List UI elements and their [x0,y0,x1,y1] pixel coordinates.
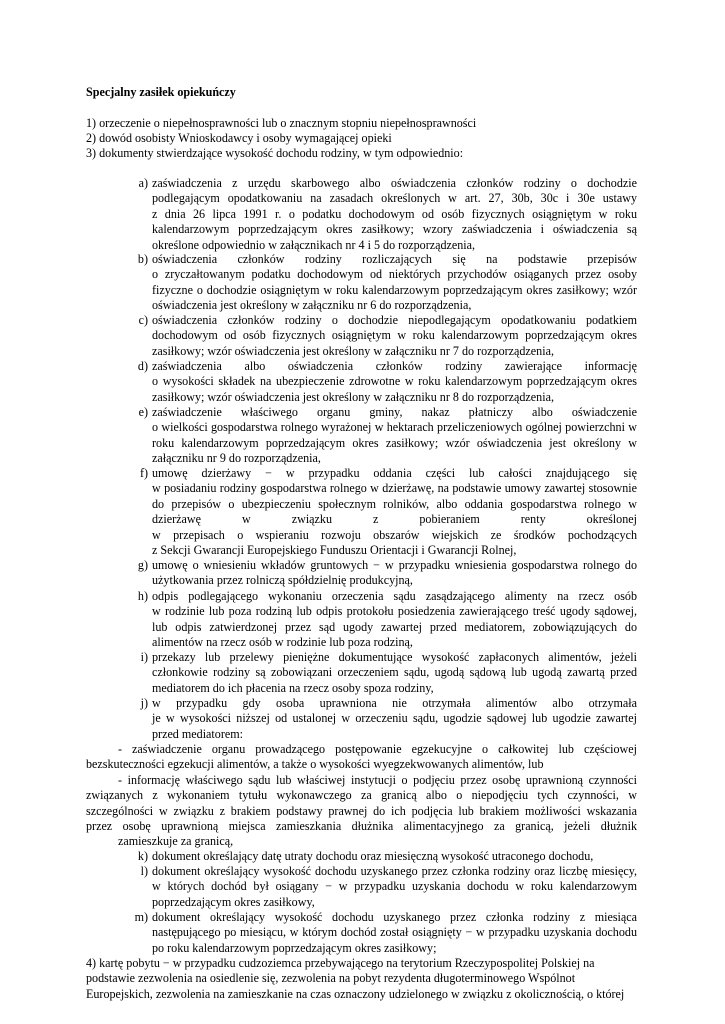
text-line: szczególności w związku z brakiem podstawy prawnej do ich podjęcia lub brakiem możliwości wskazania [86,803,637,818]
item-letter: f) [139,466,148,480]
item-letter: e) [138,405,148,419]
item-letter: d) [137,359,148,373]
text-line: dzierżawę w związku z pobieraniem renty określonej [152,512,637,527]
text-line: dokument określający wysokość dochodu uzyskanego przez członka rodziny z miesiąca [152,910,637,924]
text-line: 4) kartę pobytu − w przypadku cudzoziemca przebywającego na terytorium Rzeczypospolitej Polskiej na [86,956,595,970]
text-line: zaświadczenie właściwego organu gminy, nakaz płatniczy albo oświadczenie [152,405,637,419]
text-line: w posiadaniu rodziny gospodarstwa rolnego w dzierżawę, na podstawie umowy zawartej stosownie [152,481,637,496]
text-line: odpis podlegającego wykonaniu orzeczenia sądu zasądzającego alimenty na rzecz osób [152,589,637,603]
text-line: o wielkości gospodarstwa rolnego wyrażonej w hektarach przeliczeniowych ogólnej powierzchni w [152,420,637,435]
text-line: załączniku nr 9 do rozporządzenia, [152,451,321,466]
text-line: przez osobę uprawnioną miejsca zamieszkania dłużnika alimentacyjnego za granicą, jeżeli dłużnik [86,819,637,834]
text-line: zamieszkuje za granicą, [118,834,234,849]
item-letter: l) [140,864,148,878]
text-line: bezskuteczności egzekucji alimentów, a także o wysokości wyegzekwowanych alimentów, lub [86,757,544,772]
item-letter: i) [140,650,148,664]
text-line: związanych z wykonaniem tytułu wykonawczego za granicą albo o niepodjęciu tych czynności, w [86,788,637,803]
text-line: w rodzinie lub poza rodziną lub odpis protokołu posiedzenia zawierającego treść ugody sądowej, [152,604,637,619]
item-text [152,252,637,314]
text-line: z Sekcji Gwarancji Europejskiego Funduszu Orientacji i Gwarancji Rolnej, [152,543,517,558]
text-line: roku kalendarzowym poprzedzającym okres zasiłkowy; wzór oświadczenia jest określony w [152,435,637,450]
text-line: - zaświadczenie organu prowadzącego postępowanie egzekucyjne o całkowitej lub częściowej [118,742,637,756]
text-line: dokument określający wysokość dochodu uzyskanego przez członka rodziny oraz liczbę miesięcy, [152,864,637,878]
text-line: oświadczenia członków rodziny o dochodzie niepodlegającym opodatkowaniu podatkiem [152,313,637,327]
text-line: członkowie rodziny są zobowiązani orzeczeniem sądu, ugodą sądową lub ugodą zawartą przed [152,665,637,680]
text-line: lub odpis zatwierdzonej przez sąd ugody zawartej przed mediatorem, zobowiązujących do [152,619,637,634]
text-line: Europejskich, zezwolenia na zamieszkanie na czas oznaczony udzielonego w związku z okolicznością, o której [86,986,625,1001]
text-line: użytkowania przez rolniczą spółdzielnię produkcyjną, [152,573,413,588]
text-line: zaświadczenia albo oświadczenia członków rodziny zawierające informację [152,359,637,373]
intro-line: 1) orzeczenie o niepełnosprawności lub o znacznym stopniu niepełnosprawności [86,116,477,130]
text-line: zasiłkowy; wzór oświadczenia jest określony w załączniku nr 7 do rozporządzenia, [152,343,554,358]
text-line: poprzedzającym okres zasiłkowy, [152,894,315,909]
text-line: je w wysokości niższej od ustalonej w orzeczeniu sądu, ugodzie sądowej lub ugodzie zawartej [152,711,637,726]
text-line: o zryczałtowanym podatku dochodowym od niektórych przychodów osiąganych przez osoby [152,267,637,282]
intro-line: 3) dokumenty stwierdzające wysokość dochodu rodziny, w tym odpowiednio: [86,146,464,160]
text-line: po roku kalendarzowym poprzedzającym okres zasiłkowy; [152,940,437,955]
text-line: o wysokości składek na ubezpieczenie zdrowotne w roku kalendarzowym poprzedzającym okres [152,374,637,389]
item-text [152,650,637,696]
text-line: dokument określający datę utraty dochodu oraz miesięczną wysokość utraconego dochodu, [152,849,594,863]
item-letter: a) [138,176,148,190]
text-line: określone odpowiednio w załącznikach nr 4 i 5 do rozporządzenia, [152,237,476,252]
text-line: w przepisach o wspieraniu rozwoju obszarów wiejskich ze środków pochodzących [152,527,637,542]
text-line: mediatorem do ich płacenia na rzecz osoby spoza rodziny, [152,680,434,695]
text-line: do przepisów o ubezpieczeniu społecznym rolników, albo oddania gospodarstwa rolnego w [152,496,637,511]
text-line: umowę dzierżawy − w przypadku oddania części lub całości znajdującego się [152,466,637,480]
intro-line: 2) dowód osobisty Wnioskodawcy i osoby wymagającej opieki [86,131,392,145]
text-line: z dnia 26 lipca 1991 r. o podatku dochodowym od osób fizycznych osiągniętym w roku [152,206,637,221]
text-line: zaświadczenia z urzędu skarbowego albo oświadczenia członków rodziny o dochodzie [152,176,637,190]
text-line: kalendarzowym poprzedzającym okres zasiłkowy; wzory zaświadczenia i oświadczenia są [152,222,637,237]
text-line: alimentów na rzecz osób w rodzinie lub poza rodziną, [152,635,413,650]
item-text [152,313,637,359]
text-line: - informację właściwego sądu lub właściwej instytucji o podjęciu przez osobę uprawnioną czynności [118,772,637,787]
text-line: następującego po miesiącu, w którym dochód został osiągnięty − w przypadku uzyskania dochodu [152,925,637,940]
item-letter: j) [140,696,148,710]
text-line: przekazy lub przelewy pieniężne dokumentujące wysokość zapłaconych alimentów, jeżeli [152,650,637,664]
final-block [86,956,637,1002]
text-line: dochodowym od osób fizycznych osiągniętym w roku kalendarzowym poprzedzającym okres [152,328,637,343]
item-letter: m) [134,910,148,924]
item-text [152,589,637,651]
document-title: Specjalny zasiłek opiekuńczy [86,85,236,99]
item-letter: g) [137,558,148,572]
text-line: w których dochód był osiągany − w przypadku uzyskania dochodu w roku kalendarzowym [152,879,637,894]
text-line: oświadczenia jest określony w załączniku nr 6 do rozporządzenia, [152,298,472,313]
item-text [152,849,637,864]
item-text [152,864,637,910]
text-line: oświadczenia członków rodziny rozliczających się na podstawie przepisów [152,252,637,266]
item-text [152,910,637,956]
text-line: w przypadku gdy osoba uprawniona nie otrzymała alimentów albo otrzymała [152,696,637,710]
item-text [152,696,637,742]
item-text [152,359,637,405]
text-line: podstawie zezwolenia na osiedlenie się, zezwolenia na pobyt rezydenta długoterminowego Wspólnot [86,971,576,986]
item-text [152,558,637,589]
item-text [152,405,637,467]
text-line: podlegającym opodatkowaniu na zasadach określonych w art. 27, 30b, 30c i 30e ustawy [152,191,637,206]
item-letter: c) [138,313,148,327]
item-letter: k) [137,849,148,863]
item-letter: b) [137,252,148,266]
item-text [152,176,637,253]
text-line: przed mediatorem: [152,726,243,741]
item-text [152,466,637,558]
dash-block [86,742,637,850]
text-line: zasiłkowy; wzór oświadczenia jest określony w załączniku nr 8 do rozporządzenia, [152,389,554,404]
text-line: umowę o wniesieniu wkładów gruntowych − w przypadku wniesienia gospodarstwa rolnego do [152,558,637,572]
text-line: fizyczne o dochodzie osiągniętym w roku kalendarzowym poprzedzającym okres zasiłkowy; wzór [152,282,637,297]
item-letter: h) [137,589,148,603]
